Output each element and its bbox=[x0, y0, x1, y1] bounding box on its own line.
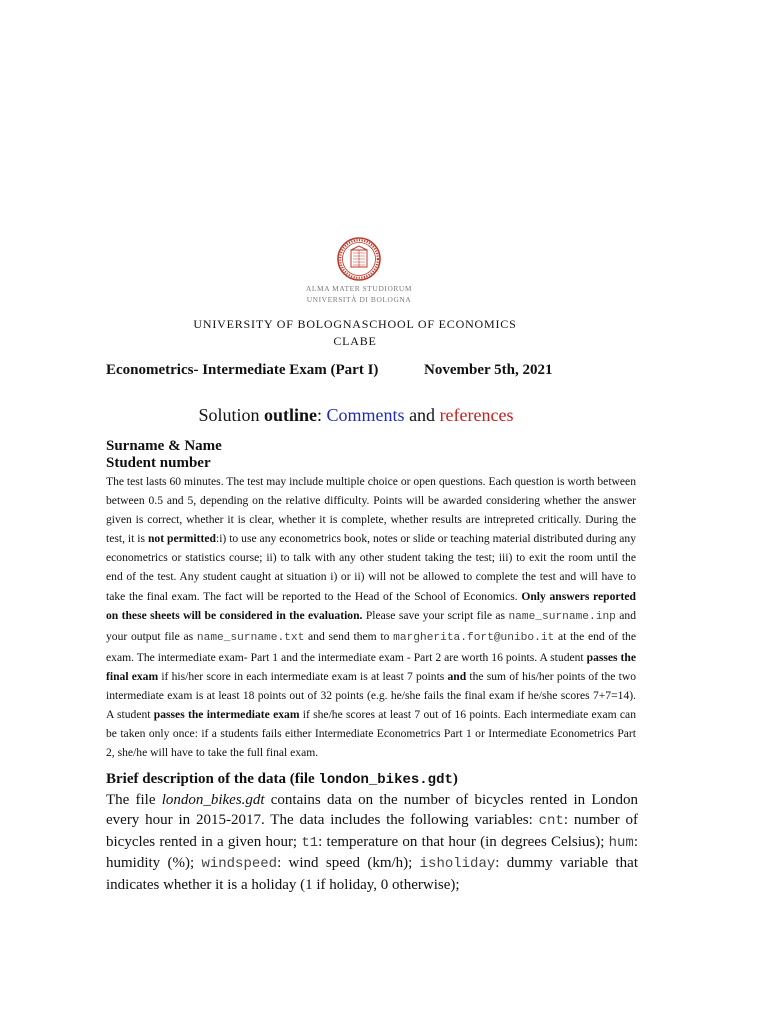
rules-bold: passes the intermediate exam bbox=[153, 708, 300, 722]
exam-rules bbox=[106, 472, 636, 762]
rules-text: The test lasts 60 minutes. The test may include multiple choice or open questions. Each question is worth between between 0.5 and 5, depending on the relative difficulty. Points will be awarded considering whether the answer given is correct, whether it is clear, whether it is complete, whether results are intrepreted critically. During the test, it is bbox=[106, 475, 636, 546]
solution-heading bbox=[0, 405, 712, 426]
university-name: UNIVERSITY OF BOLOGNASCHOOL OF ECONOMICS bbox=[193, 317, 517, 331]
exam-date: November 5th, 2021 bbox=[424, 362, 553, 378]
desc-text: The file bbox=[106, 792, 162, 808]
desc-text: : wind speed (km/h); bbox=[277, 855, 420, 872]
rules-text: at the end of the exam. The intermediate exam- Part 1 and the intermediate exam - Part 2 are worth 16 points. A student bbox=[106, 629, 636, 664]
email-address: margherita.fort@unibo.it bbox=[393, 631, 555, 644]
rules-bold: and bbox=[447, 669, 467, 683]
rules-text: and your output file as bbox=[106, 608, 636, 643]
rules-text: the sum of his/her points of the two intermediate exam is at least 18 points out of 32 points (e.g. he/she fails the final exam if he/she scores 7+7=14). A student bbox=[106, 669, 636, 722]
data-heading-text: ) bbox=[452, 771, 458, 787]
output-filename: name_surname.txt bbox=[196, 631, 305, 644]
desc-text: : humidity (%); bbox=[106, 833, 638, 872]
student-fields bbox=[106, 438, 222, 472]
university-logo bbox=[300, 236, 418, 304]
student-number-label: Student number bbox=[106, 455, 211, 471]
solution-outline: outline bbox=[264, 405, 318, 425]
solution-prefix: Solution bbox=[198, 405, 265, 425]
desc-text: : dummy variable that indicates whether it is a holiday (1 if holiday, 0 otherwise); bbox=[106, 855, 638, 893]
rules-text: Please save your script file as bbox=[362, 608, 509, 622]
solution-references: references bbox=[439, 405, 514, 425]
data-description bbox=[106, 790, 638, 895]
data-section-heading bbox=[106, 771, 458, 788]
script-filename: name_surname.inp bbox=[508, 610, 616, 623]
rules-text: if she/he scores at least 7 out of 16 points. Each intermediate exam can be taken only once: if a students fails either Intermediate Econometrics Part 1 or Intermediate Econometrics Part 2, she/he will have to take the full final exam. bbox=[106, 708, 636, 760]
variable-windspeed: windspeed bbox=[201, 856, 278, 873]
rules-text: if his/her score in each intermediate exam is at least 7 points bbox=[158, 669, 448, 683]
variable-isholiday: isholiday bbox=[419, 856, 496, 873]
surname-name-label: Surname & Name bbox=[106, 438, 222, 454]
university-seal-icon bbox=[336, 236, 382, 282]
rules-bold: Only answers reported on these sheets will be considered in the evaluation. bbox=[106, 589, 636, 622]
rules-bold: not permitted bbox=[147, 532, 216, 546]
variable-hum: hum bbox=[608, 834, 634, 851]
desc-text: : temperature on that hour (in degrees Celsius); bbox=[318, 833, 609, 850]
solution-comments: Comments bbox=[326, 405, 405, 425]
program-name: CLABE bbox=[333, 334, 377, 348]
rules-text: and send them to bbox=[304, 629, 394, 643]
solution-colon: : bbox=[317, 405, 327, 425]
data-heading-file: london_bikes.gdt bbox=[318, 772, 453, 788]
desc-text: contains data on the number of bicycles rented in London every hour in 2015-2017. The data includes the following variables: bbox=[106, 792, 638, 829]
desc-text: : number of bicycles rented in a given hour; bbox=[106, 812, 639, 850]
desc-file: london_bikes.gdt bbox=[161, 792, 265, 808]
solution-and: and bbox=[404, 405, 440, 425]
variable-t1: t1 bbox=[301, 834, 319, 851]
exam-title: Econometrics- Intermediate Exam (Part I) bbox=[106, 362, 379, 378]
variable-cnt: cnt bbox=[538, 813, 564, 830]
logo-line-1: ALMA MATER STUDIORUM bbox=[305, 284, 413, 293]
data-heading-text: Brief description of the data (file bbox=[106, 771, 319, 787]
rules-text: :i) to use any econometrics book, notes or slide or teaching material distributed during any econometrics or statistics course; ii) to talk with any other student taking the test; iii) to exit the room until the end of the test. Any student caught at situation i) or ii) will not be allowed to complete the test and will have to take the final exam. The fact will be reported to the Head of the School of Economics. bbox=[106, 532, 636, 603]
rules-bold: passes the final exam bbox=[106, 650, 636, 683]
logo-line-2: UNIVERSITÀ DI BOLOGNA bbox=[306, 295, 412, 304]
